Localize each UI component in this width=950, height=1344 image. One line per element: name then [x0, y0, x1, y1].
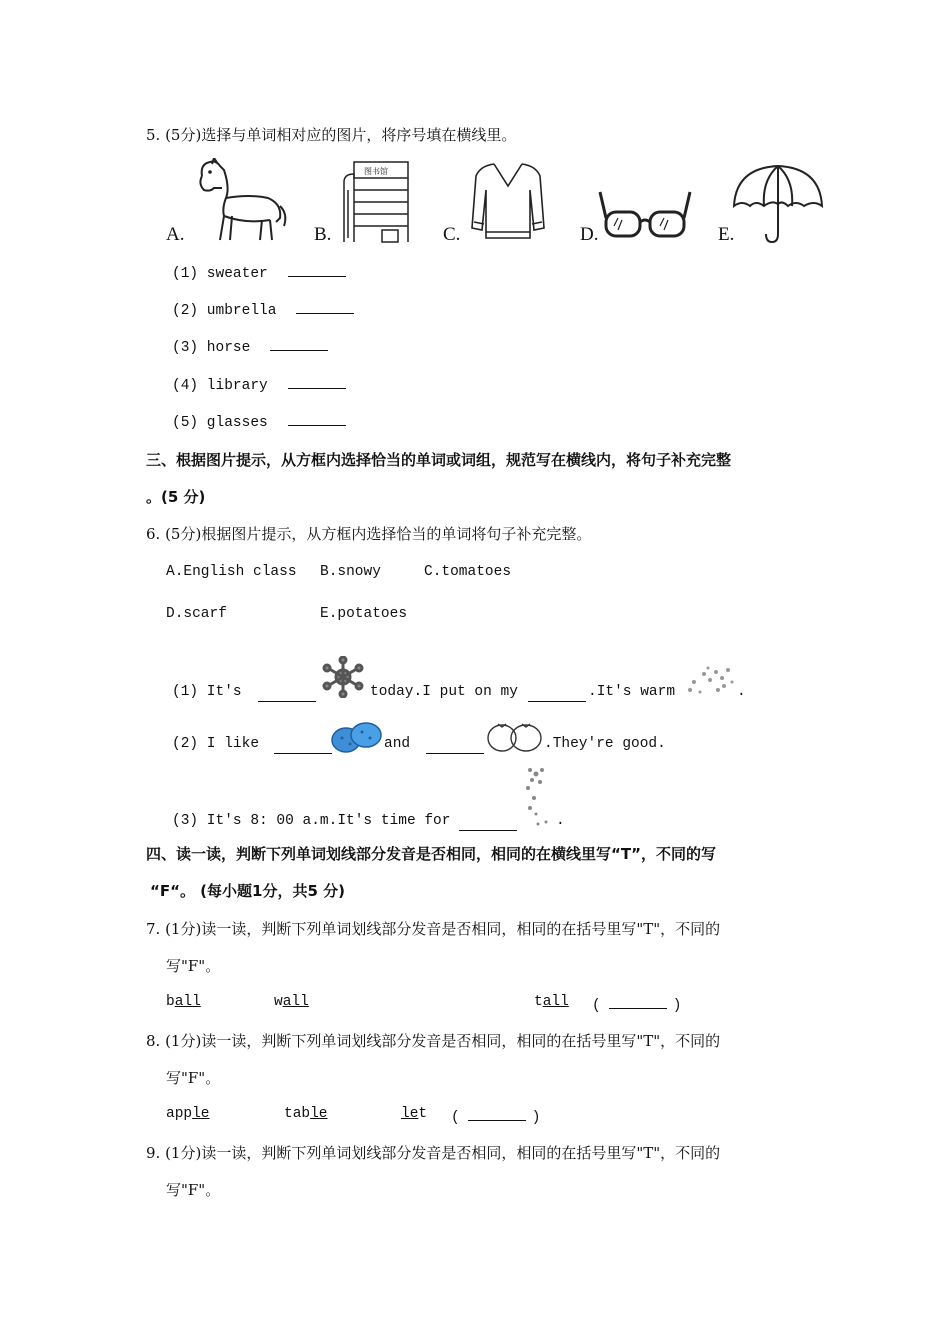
q9-stem-cont: 写"F"。 [166, 1181, 221, 1199]
q6-sentence-2-a: (2) I like [172, 736, 260, 752]
q5-blank-1[interactable] [288, 262, 346, 277]
q7-blank[interactable] [609, 994, 667, 1009]
q6-sentence-3-a: (3) It's 8: 00 a.m.It's time for [172, 813, 451, 829]
option-d-letter: D. [580, 224, 599, 245]
q7-word-3-plain: t [534, 994, 543, 1010]
q6-s1-blank-1[interactable] [258, 687, 316, 702]
library-picture [340, 160, 412, 244]
q6-s1-blank-2[interactable] [528, 687, 586, 702]
q5-item-2 [172, 299, 354, 319]
q8-blank[interactable] [468, 1106, 526, 1121]
q8-stem-cont: 写"F"。 [166, 1069, 221, 1087]
q6-choice-a: A.English class [166, 564, 297, 580]
q8-paren-open: ( [451, 1110, 460, 1126]
option-c-letter: C. [443, 224, 461, 245]
q6-sentence-2-b: and [384, 736, 411, 752]
q7-stem: 7. (1分)读一读，判断下列单词划线部分发音是否相同，相同的在括号里写"T"，不同的 [146, 920, 721, 938]
q6-sentence-1-d: . [737, 684, 746, 700]
q7-word-2-underlined: all [282, 994, 309, 1010]
q6-s3-blank[interactable] [459, 816, 517, 831]
horse-picture [190, 158, 290, 244]
section-4-title-cont: “F“。 (每小题1分，共5 分) [150, 882, 345, 900]
q7-paren-open: ( [592, 998, 601, 1014]
q5-item-5 [172, 411, 346, 431]
q6-choice-e: E.potatoes [320, 606, 408, 622]
q8-word-3 [401, 1106, 427, 1122]
scarf-picture [680, 664, 738, 700]
q6-sentence-2-c: .They're good. [544, 736, 666, 752]
q6-choice-d: D.scarf [166, 606, 227, 622]
q5-blank-4[interactable] [288, 374, 346, 389]
q8-word-2 [284, 1106, 328, 1122]
english-class-picture [516, 762, 556, 828]
q8-answer [451, 1106, 540, 1126]
q6-sentence-1-a: (1) It's [172, 684, 242, 700]
q5-item-4-text: (4) library [172, 378, 268, 394]
q5-item-2-text: (2) umbrella [172, 303, 277, 319]
q5-item-5-text: (5) glasses [172, 415, 268, 431]
snowflake-picture [318, 656, 368, 698]
section-3-title-cont: 。(5 分) [146, 488, 206, 506]
q7-word-3-underlined: all [542, 994, 569, 1010]
option-a-letter: A. [166, 224, 185, 245]
q5-item-3 [172, 336, 328, 356]
q8-word-2-underlined: le [310, 1106, 328, 1122]
section-3-title: 三、根据图片提示，从方框内选择恰当的单词或词组，规范写在横线内，将句子补充完整 [146, 451, 732, 469]
sweater-picture [468, 160, 548, 242]
q6-sentence-1-b: today.I put on my [370, 684, 518, 700]
q7-word-2 [274, 994, 309, 1010]
potatoes-picture [330, 720, 384, 754]
q5-item-1 [172, 262, 346, 282]
library-sign: 图书馆 [364, 167, 388, 176]
q7-word-1-underlined: all [174, 994, 201, 1010]
q8-word-1-plain: app [166, 1106, 193, 1122]
q6-sentence-1-c: .It's warm [588, 684, 676, 700]
q7-stem-cont: 写"F"。 [166, 957, 221, 975]
q8-word-2-plain: tab [284, 1106, 311, 1122]
q9-stem: 9. (1分)读一读，判断下列单词划线部分发音是否相同，相同的在括号里写"T"，不同的 [146, 1144, 721, 1162]
q5-blank-5[interactable] [288, 411, 346, 426]
q7-word-1-plain: b [166, 994, 175, 1010]
q6-s2-blank-1[interactable] [274, 739, 332, 754]
glasses-picture [598, 186, 694, 242]
option-e-letter: E. [718, 224, 735, 245]
q5-item-1-text: (1) sweater [172, 266, 268, 282]
tomatoes-picture [486, 716, 544, 754]
q7-word-1 [166, 994, 201, 1010]
q6-sentence-3-b: . [556, 813, 565, 829]
q8-word-1 [166, 1106, 210, 1122]
q5-blank-3[interactable] [270, 336, 328, 351]
q8-paren-close: ) [531, 1110, 541, 1126]
q6-stem: 6. (5分)根据图片提示，从方框内选择恰当的单词将句子补充完整。 [146, 525, 592, 543]
q7-paren-close: ) [672, 998, 682, 1014]
q8-stem: 8. (1分)读一读，判断下列单词划线部分发音是否相同，相同的在括号里写"T"，不同的 [146, 1032, 721, 1050]
umbrella-picture [732, 164, 824, 244]
q6-choice-c: C.tomatoes [424, 564, 512, 580]
q7-answer [592, 994, 681, 1014]
q7-word-3 [534, 994, 569, 1010]
q6-s2-blank-2[interactable] [426, 739, 484, 754]
q8-word-1-underlined: le [192, 1106, 210, 1122]
q5-item-4 [172, 374, 346, 394]
q5-item-3-text: (3) horse [172, 340, 251, 356]
option-b-letter: B. [314, 224, 332, 245]
section-4-title: 四、读一读，判断下列单词划线部分发音是否相同，相同的在横线里写“T”，不同的写 [146, 845, 716, 863]
q6-choice-b: B.snowy [320, 564, 381, 580]
q5-blank-2[interactable] [296, 299, 354, 314]
q8-word-3-underlined: le [401, 1106, 419, 1122]
q5-stem: 5. (5分)选择与单词相对应的图片，将序号填在横线里。 [146, 126, 517, 144]
q8-word-3-plain: t [418, 1106, 428, 1122]
q7-word-2-plain: w [274, 994, 283, 1010]
